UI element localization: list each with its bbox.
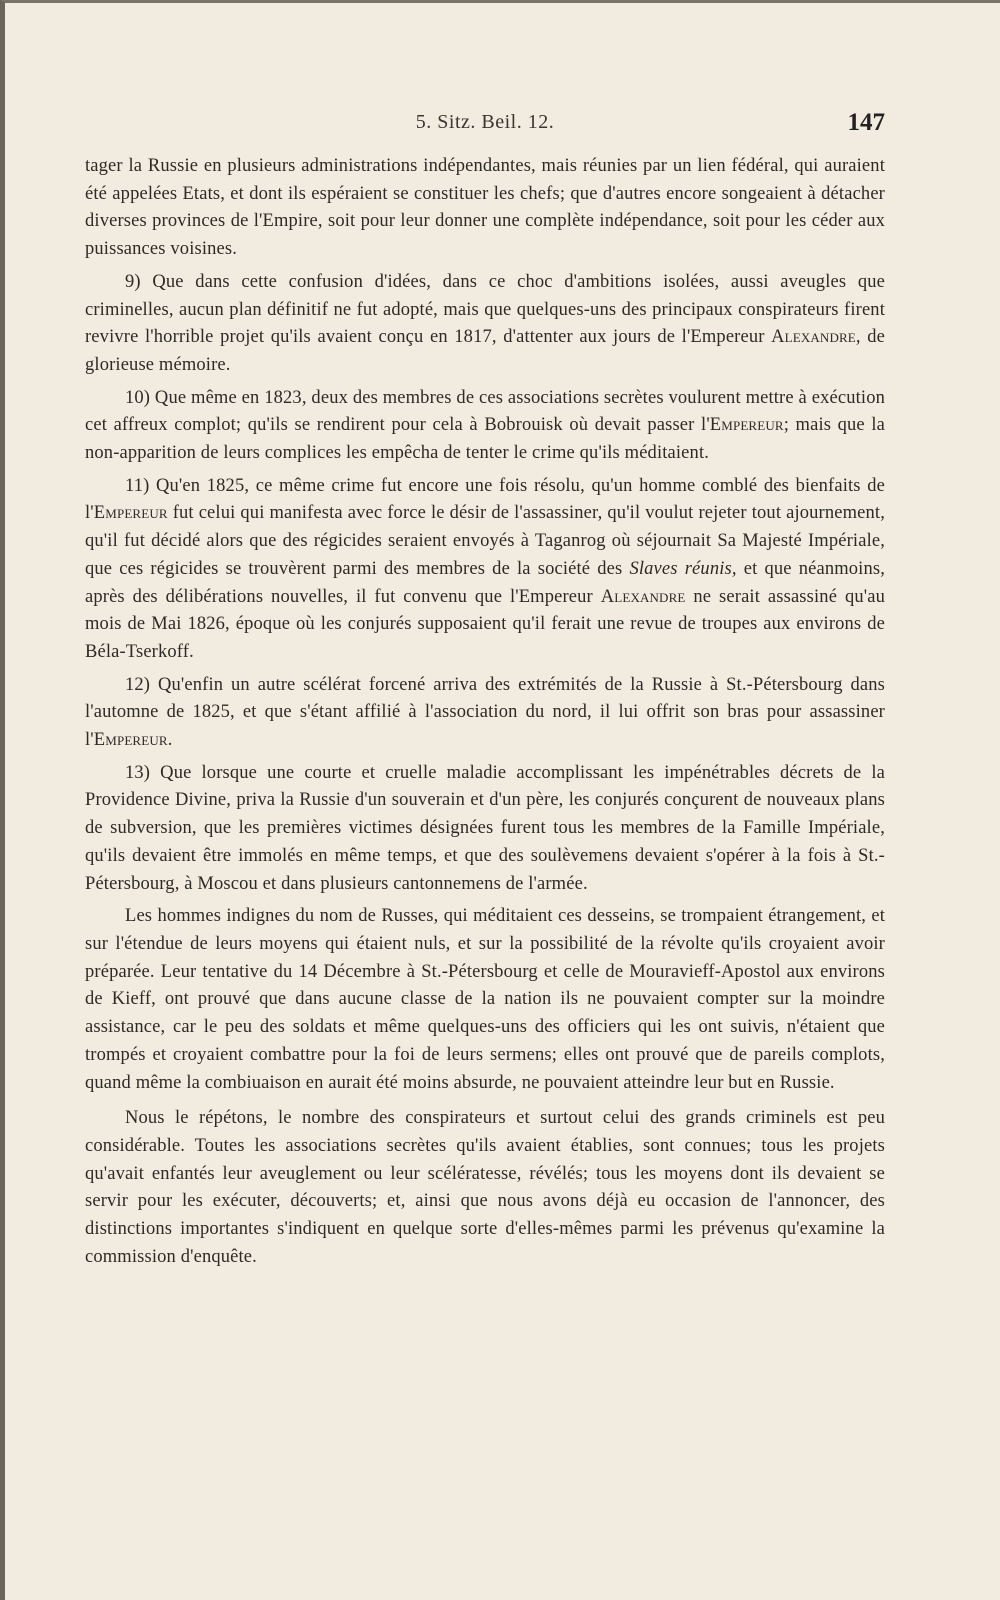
paragraph-conclusion [85,903,885,1097]
text-segment: Empereur [93,730,168,751]
text-segment: Les hommes indignes du nom de Russes, qui méditaient ces desseins, se trompaient étrangement, et sur l'étendue de leurs moyens qui étaient nuls, et sur la possibilité de la révolte qu'ils croyaient avoir préparée. Leur tentative du 14 Décembre à St.-Pétersbourg et celle de Mouravieff-Apostol aux environs de Kieff, ont prouvé que dans aucune classe de la nation ils ne pouvaient compter sur la moindre assistance, car le peu des soldats et même quelques-uns des officiers qui les ont suivis, n'étaient que trompés et croyaient combattre pour la foi de leurs sermens; elles ont prouvé que de pareils complots, quand même la combiuaison en aurait été moins absurde, ne pouvaient atteindre leur but en Russie. [85,906,885,1093]
text-segment: Slaves réunis, [629,558,737,579]
paragraph-continuation [85,153,885,264]
text-segment: 11) Qu'en 1825, ce même crime fut encore une fois résolu, qu'un homme comblé des bienfaits de l' [85,475,885,524]
text-segment: 9) Que dans cette confusion d'idées, dans ce choc d'ambitions isolées, aussi aveugles que criminelles, aucun plan définitif ne fut adopté, mais que quelques-uns des principaux conspirateurs firent revivre l'horrible projet qu'ils avaient conçu en 1817, d'attenter aux jours de l'Empereur [85,271,885,348]
paragraph-9 [85,269,885,380]
body-text [85,153,885,1276]
text-segment: ; mais que la non-apparition de leurs complices les empêcha de tenter le crime qu'ils méditaient. [85,415,885,464]
paragraph-11 [85,473,885,667]
text-segment: . [167,730,173,751]
page-header [85,111,885,147]
text-segment: Empereur [93,503,168,524]
page-number: 147 [847,109,885,136]
text-segment: ne serait assassiné qu'au mois de Mai 1826, époque où les conjurés supposaient qu'il ferait une revue de troupes aux environs de Béla-Tserkoff. [85,586,885,662]
paragraph-10 [85,385,885,468]
paragraph-13 [85,760,885,899]
text-segment: Alexandre [771,327,856,348]
text-segment: fut celui qui manifesta avec force le désir de l'assassiner, qu'il voulut rejeter tout ajournement, qu'il fut décidé alors que des régicides seraient envoyés à Taganrog où séjournait Sa Majesté Impériale, que ces régicides se trouvèrent parmi des membres de la société des [85,503,885,579]
text-segment: 12) Qu'enfin un autre scélérat forcené arriva des extrémités de la Russie à St.-Pétersbourg dans l'automne de 1825, et que s'étant affilié à l'association du nord, il lui offrit son bras pour assassiner l' [85,674,885,751]
paragraph-final [85,1105,885,1271]
paragraph-12 [85,672,885,755]
text-segment: Nous le répétons, le nombre des conspirateurs et surtout celui des grands criminels est peu considérable. Toutes les associations secrètes qu'ils avaient établies, sont connues; tous les projets qu'avait enfantés leur aveuglement ou leur scélératesse, révélés; tous les moyens dont ils devaient se servir pour les exécuter, découverts; et, ainsi que nous avons déjà eu occasion de l'annoncer, des distinctions importantes s'indiquent en quelque sorte d'elles-mêmes parmi les prévenus qu'examine la commission d'enquête. [85,1108,885,1267]
text-segment: 13) Que lorsque une courte et cruelle maladie accomplissant les impénétrables décrets de la Providence Divine, priva la Russie d'un souverain et d'un père, les conjurés conçurent de nouveaux plans de subversion, que les premières victimes désignées furent tous les membres de la Famille Impériale, qu'ils devaient être immolés en même temps, et que des soulèvemens devaient s'opérer à la fois à St.-Pétersbourg, à Moscou et dans plusieurs cantonnemens de l'armée. [85,762,885,894]
text-segment: et que néanmoins, après des délibérations nouvelles, il fut convenu que l'Empereur [85,558,885,607]
text-segment: Empereur [709,415,784,436]
text-segment: Alexandre [600,586,686,607]
text-segment: tager la Russie en plusieurs administrations indépendantes, mais réunies par un lien fédéral, qui auraient été appelées Etats, et dont ils espéraient se constituer les chefs; que d'autres encore songeaient à détacher diverses provinces de l'Empire, soit pour leur donner une complète indépendance, soit pour les céder aux puissances voisines. [85,156,885,260]
running-head: 5. Sitz. Beil. 12. [415,111,555,133]
text-segment: 10) Que même en 1823, deux des membres de ces associations secrètes voulurent mettre à exécution cet affreux complot; qu'ils se rendirent pour cela à Bobrouisk où devait passer l' [85,387,885,436]
text-segment: , de glorieuse mémoire. [85,327,885,375]
